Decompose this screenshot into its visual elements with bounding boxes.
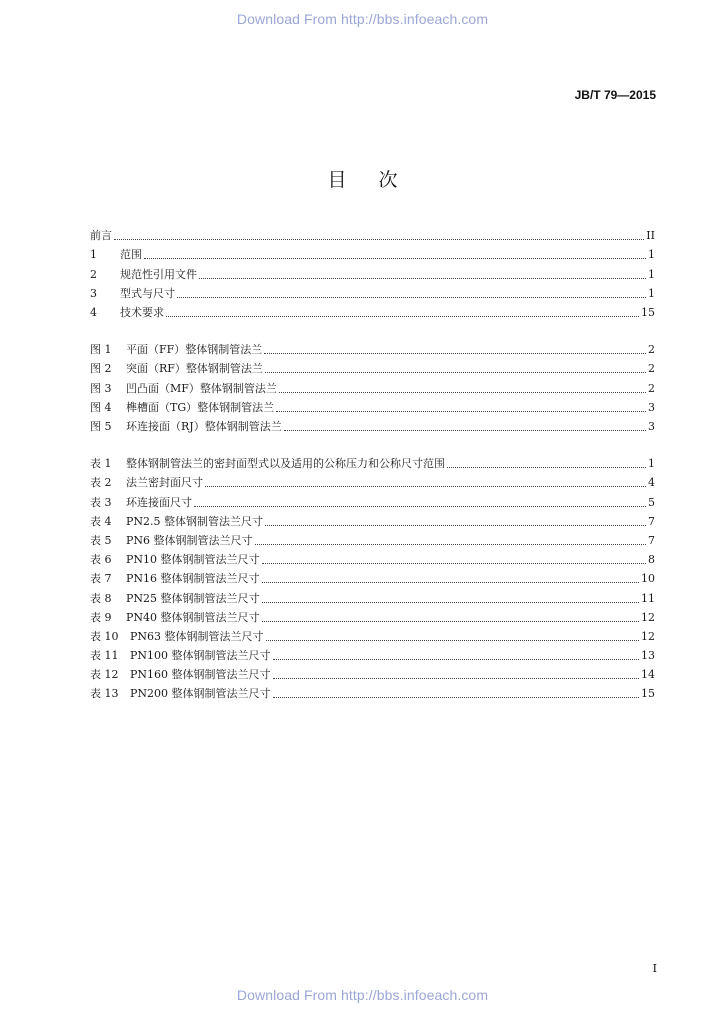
toc-entry-title: 凹凸面（MF）整体钢制管法兰 — [126, 381, 277, 395]
toc-leader-dots — [166, 316, 639, 317]
toc-entry-page: 8 — [648, 553, 655, 567]
toc-entry-number: 表 13 — [90, 687, 119, 701]
toc-sections-list — [90, 224, 655, 320]
toc-entry-title: PN16 整体钢制管法兰尺寸 — [126, 572, 260, 586]
toc-entry-table-7[interactable] — [90, 567, 655, 586]
toc-entry-number: 表 8 — [90, 591, 112, 605]
toc-entry-figure-4[interactable] — [90, 396, 655, 415]
toc-entry-table-13[interactable] — [90, 682, 655, 701]
toc-entry-page: II — [646, 229, 655, 243]
toc-entry-number: 图 5 — [90, 419, 112, 433]
toc-leader-dots — [265, 525, 646, 526]
toc-leader-dots — [177, 297, 646, 298]
toc-leader-dots — [199, 278, 646, 279]
toc-entry-number: 表 9 — [90, 610, 112, 624]
toc-entry-number: 表 6 — [90, 553, 112, 567]
toc-entry-table-11[interactable] — [90, 644, 655, 663]
toc-entry-number: 1 — [90, 248, 97, 262]
toc-entry-page: 5 — [648, 495, 655, 509]
toc-entry-title: 突面（RF）整体钢制管法兰 — [126, 362, 263, 376]
toc-leader-dots — [273, 678, 639, 679]
toc-leader-dots — [262, 582, 639, 583]
toc-entry-page: 2 — [648, 362, 655, 376]
toc-entry-title: PN10 整体钢制管法兰尺寸 — [126, 553, 260, 567]
toc-entry-title: PN6 整体钢制管法兰尺寸 — [126, 533, 253, 547]
toc-entry-number: 2 — [90, 267, 97, 281]
toc-leader-dots — [265, 372, 646, 373]
toc-entry-section-2[interactable] — [90, 262, 655, 281]
toc-entry-number: 表 7 — [90, 572, 112, 586]
toc-entry-title: 平面（FF）整体钢制管法兰 — [126, 343, 263, 357]
toc-leader-dots — [255, 544, 646, 545]
toc-entry-figure-5[interactable] — [90, 415, 655, 434]
toc-entry-number: 4 — [90, 305, 97, 319]
toc-entry-figure-2[interactable] — [90, 357, 655, 376]
toc-entry-title: 法兰密封面尺寸 — [126, 476, 203, 490]
toc-entry-page: 1 — [648, 248, 655, 262]
toc-entry-title: PN200 整体钢制管法兰尺寸 — [130, 687, 271, 701]
toc-entry-page: 14 — [641, 668, 655, 682]
toc-entry-number: 图 4 — [90, 400, 112, 414]
toc-entry-title: 环连接面尺寸 — [126, 495, 192, 509]
toc-entry-page: 1 — [648, 286, 655, 300]
toc-entry-title: PN25 整体钢制管法兰尺寸 — [126, 591, 260, 605]
toc-entry-table-6[interactable] — [90, 548, 655, 567]
toc-entry-page: 7 — [648, 514, 655, 528]
toc-entry-page: 11 — [641, 591, 655, 605]
toc-entry-number: 图 1 — [90, 343, 112, 357]
toc-entry-number: 图 3 — [90, 381, 112, 395]
toc-entry-page: 1 — [648, 267, 655, 281]
toc-entry-page: 7 — [648, 533, 655, 547]
toc-leader-dots — [273, 659, 639, 660]
watermark-top: Download From http://bbs.infoeach.com — [236, 11, 489, 27]
toc-entry-number: 表 5 — [90, 533, 112, 547]
toc-entry-table-12[interactable] — [90, 663, 655, 682]
toc-entry-number: 表 3 — [90, 495, 112, 509]
toc-entry-number: 图 2 — [90, 362, 112, 376]
toc-entry-section-1[interactable] — [90, 243, 655, 262]
toc-entry-number: 表 1 — [90, 457, 112, 471]
toc-entry-page: 12 — [641, 629, 655, 643]
toc-entry-page: 12 — [641, 610, 655, 624]
toc-entry-page: 15 — [641, 687, 655, 701]
toc-entry-table-8[interactable] — [90, 586, 655, 605]
toc-leader-dots — [276, 411, 646, 412]
toc-entry-page: 15 — [641, 305, 655, 319]
toc-entry-page: 3 — [648, 400, 655, 414]
toc-entry-page: 10 — [641, 572, 655, 586]
toc-entry-number: 表 2 — [90, 476, 112, 490]
toc-entry-page: 3 — [648, 419, 655, 433]
toc-entry-title: 技术要求 — [120, 305, 164, 319]
toc-figures-list — [90, 338, 655, 434]
toc-entry-table-2[interactable] — [90, 471, 655, 490]
toc-entry-table-5[interactable] — [90, 529, 655, 548]
toc-entry-number: 3 — [90, 286, 97, 300]
toc-leader-dots — [262, 602, 639, 603]
toc-leader-dots — [273, 697, 639, 698]
document-number: JB/T 79—2015 — [574, 88, 656, 102]
toc-leader-dots — [205, 486, 646, 487]
toc-entry-title: PN40 整体钢制管法兰尺寸 — [126, 610, 260, 624]
toc-entry-title: PN160 整体钢制管法兰尺寸 — [130, 668, 271, 682]
toc-entry-section-4[interactable] — [90, 301, 655, 320]
page-number: I — [652, 962, 657, 975]
watermark-bottom: Download From http://bbs.infoeach.com — [236, 987, 489, 1003]
toc-entry-table-3[interactable] — [90, 490, 655, 509]
toc-entry-title: 榫槽面（TG）整体钢制管法兰 — [126, 400, 275, 414]
toc-entry-number: 表 11 — [90, 649, 119, 663]
toc-entry-table-10[interactable] — [90, 625, 655, 644]
toc-entry-page: 13 — [641, 649, 655, 663]
toc-leader-dots — [114, 239, 644, 240]
toc-leader-dots — [266, 640, 639, 641]
toc-entry-number: 表 10 — [90, 629, 119, 643]
toc-entry-title: 规范性引用文件 — [120, 267, 197, 281]
toc-entry-page: 2 — [648, 381, 655, 395]
toc-leader-dots — [194, 506, 646, 507]
toc-leader-dots — [262, 563, 646, 564]
toc-entry-figure-3[interactable] — [90, 376, 655, 395]
toc-leader-dots — [264, 353, 646, 354]
toc-entry-table-1[interactable] — [90, 452, 655, 471]
toc-entry-table-9[interactable] — [90, 606, 655, 625]
toc-entry-page: 2 — [648, 343, 655, 357]
toc-entry-title: 型式与尺寸 — [120, 286, 175, 300]
toc-leader-dots — [284, 430, 646, 431]
toc-entry-title: 范围 — [120, 248, 142, 262]
toc-tables-list — [90, 452, 655, 701]
toc-entry-figure-1[interactable] — [90, 338, 655, 357]
toc-entry-number: 表 4 — [90, 514, 112, 528]
toc-entry-foreword[interactable] — [90, 224, 655, 243]
toc-entry-title: 前言 — [90, 229, 112, 243]
toc-entry-number: 表 12 — [90, 668, 119, 682]
toc-leader-dots — [447, 467, 646, 468]
toc-leader-dots — [279, 392, 646, 393]
toc-entry-table-4[interactable] — [90, 510, 655, 529]
toc-entry-section-3[interactable] — [90, 282, 655, 301]
toc-entry-title: PN2.5 整体钢制管法兰尺寸 — [126, 514, 264, 528]
toc-leader-dots — [144, 258, 646, 259]
toc-title: 目次 — [327, 169, 430, 191]
toc-entry-title: 环连接面（RJ）整体钢制管法兰 — [126, 419, 282, 433]
toc-entry-page: 4 — [648, 476, 655, 490]
toc-leader-dots — [262, 621, 639, 622]
toc-entry-title: 整体钢制管法兰的密封面型式以及适用的公称压力和公称尺寸范围 — [126, 457, 445, 471]
toc-entry-page: 1 — [648, 457, 655, 471]
toc-entry-title: PN63 整体钢制管法兰尺寸 — [130, 629, 264, 643]
toc-entry-title: PN100 整体钢制管法兰尺寸 — [130, 649, 271, 663]
